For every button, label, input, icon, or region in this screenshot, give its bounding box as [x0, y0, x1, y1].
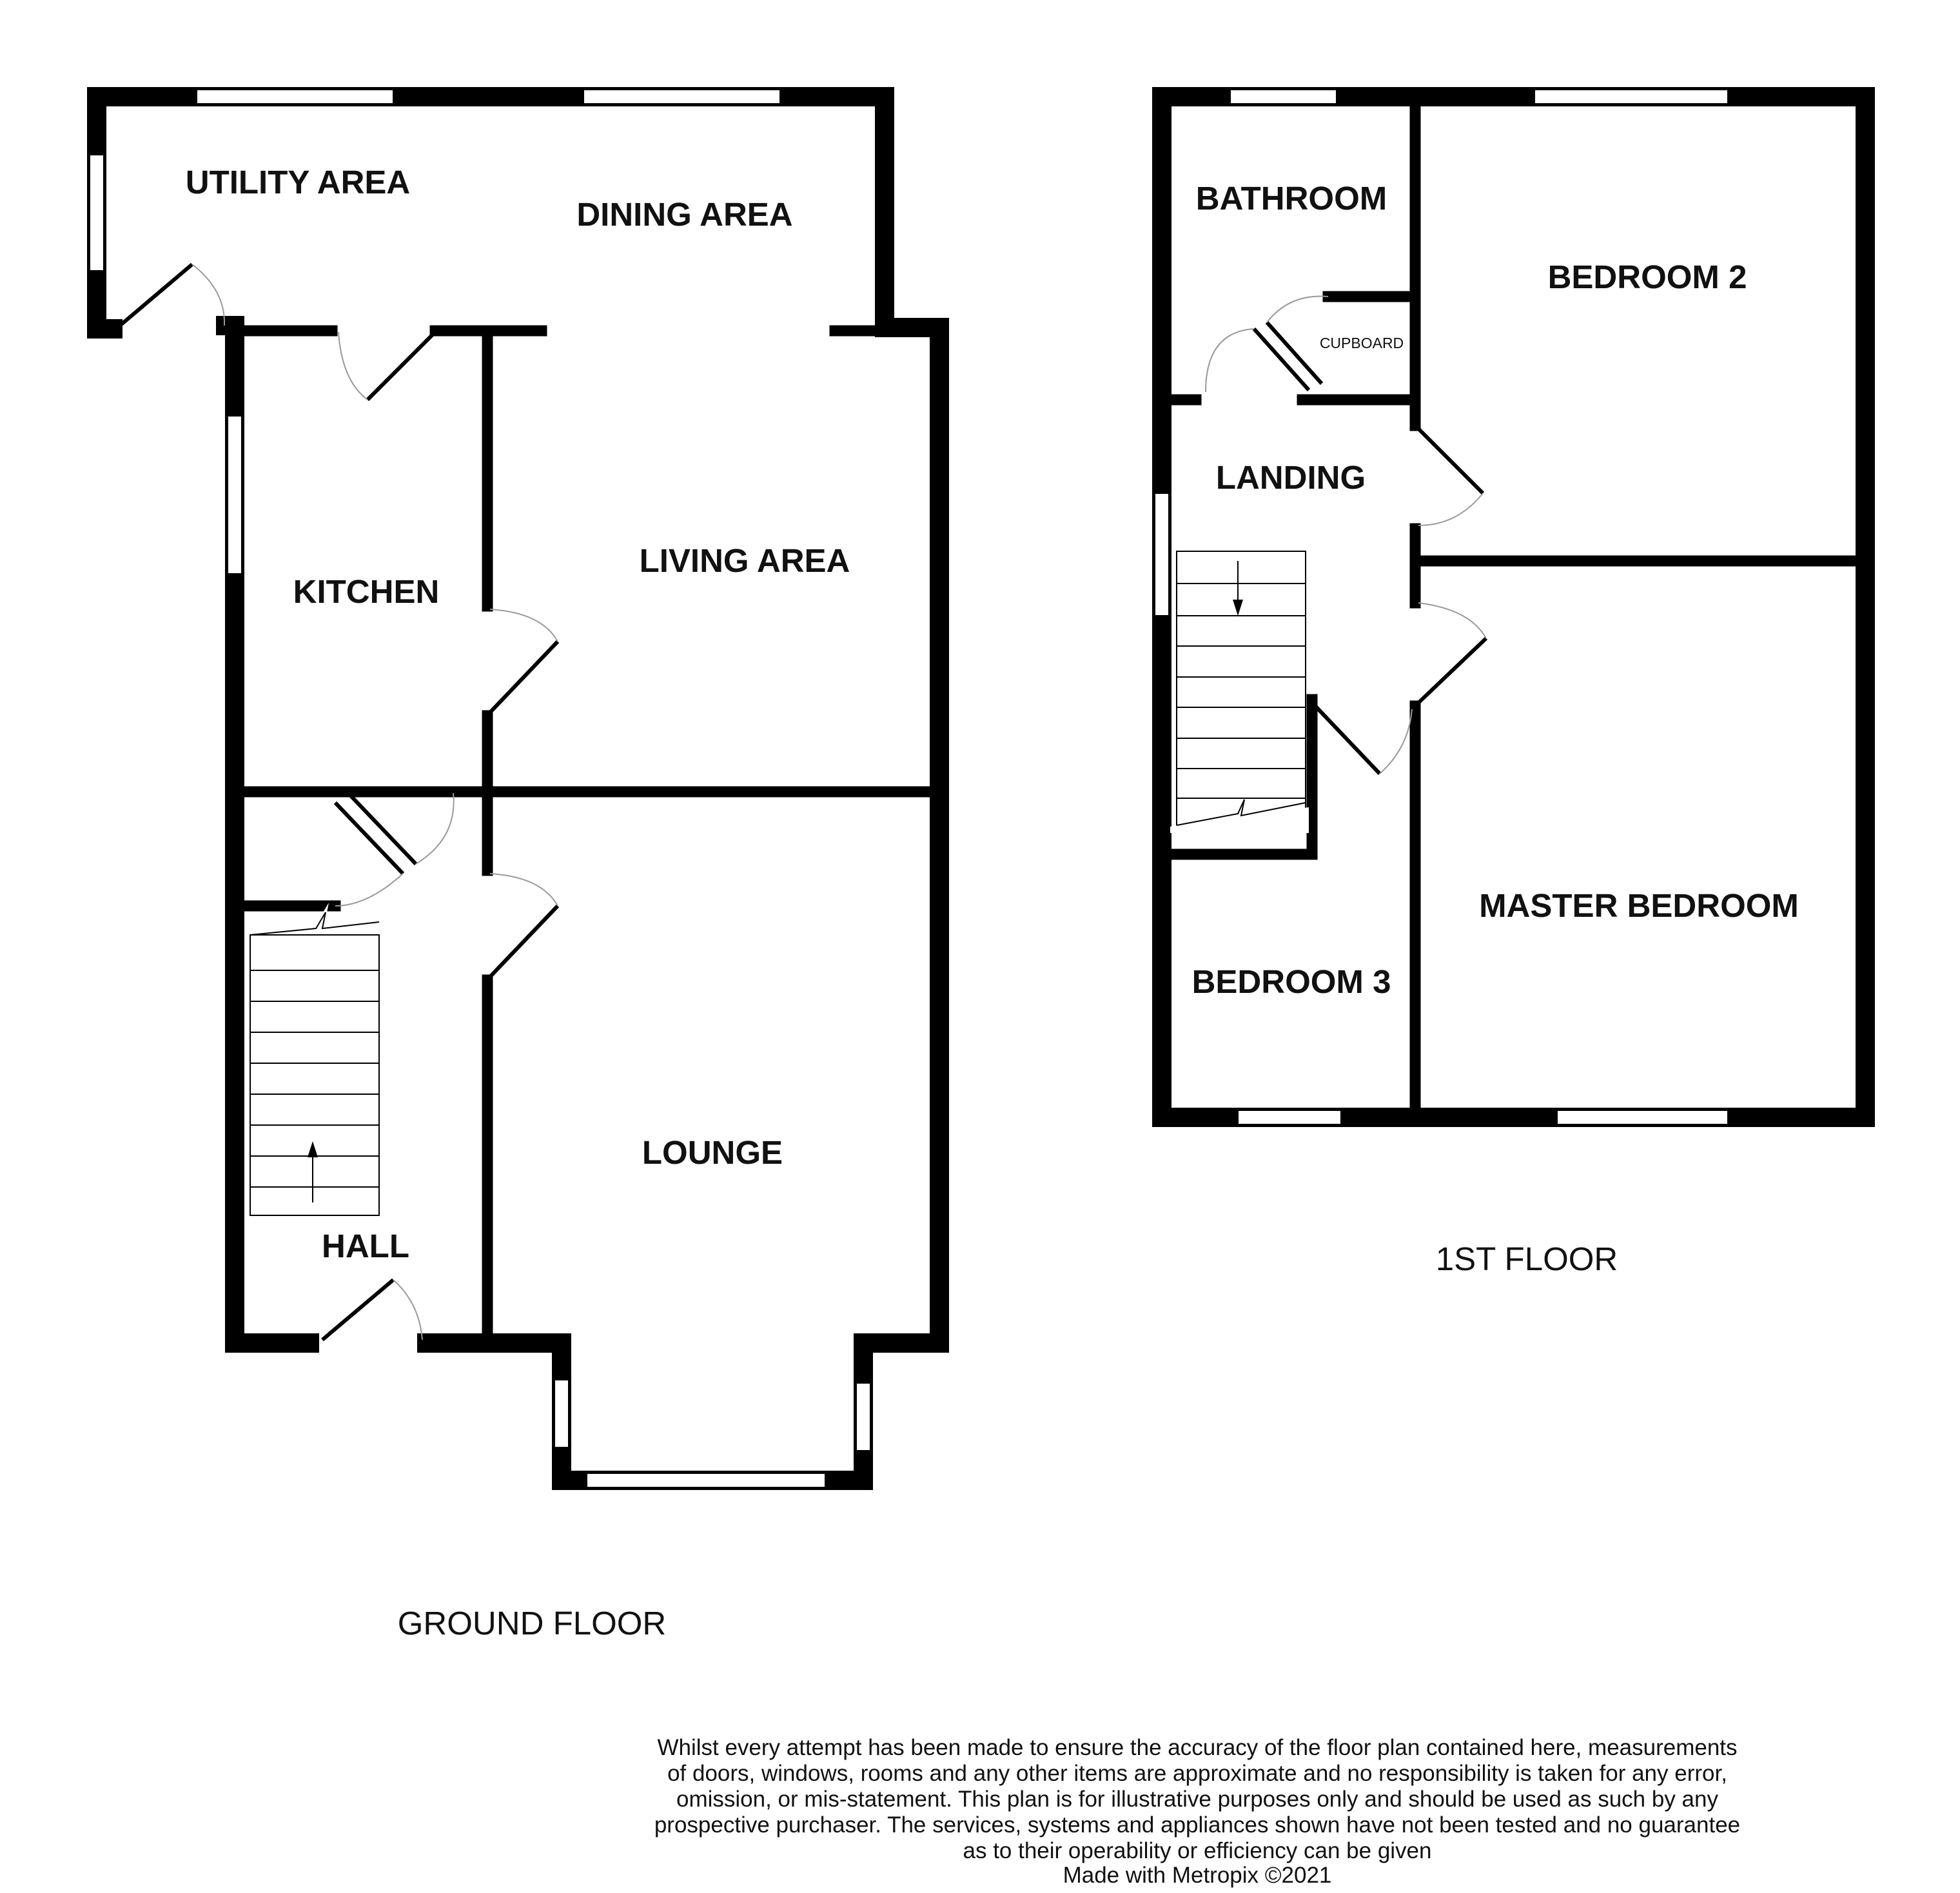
window [1155, 493, 1169, 616]
room-label-bathroom: BATHROOM [1195, 180, 1387, 217]
room-label-lounge: LOUNGE [642, 1134, 783, 1171]
floor-title-ground: GROUND FLOOR [397, 1605, 667, 1642]
disclaimer [654, 1735, 1740, 1888]
first-floor-stairs [1170, 551, 1309, 833]
ground-floor-stairs [250, 903, 379, 1215]
room-label-dining: DINING AREA [576, 196, 793, 233]
window [583, 90, 780, 104]
room-label-hall: HALL [322, 1228, 409, 1264]
disclaimer-credit: Made with Metropix ©2021 [1063, 1863, 1332, 1888]
window [554, 1380, 569, 1447]
window [1230, 90, 1337, 104]
window [197, 90, 393, 104]
window [1534, 90, 1728, 104]
disclaimer-line: of doors, windows, rooms and any other items are approximate and no responsibility is taken for any error, [667, 1761, 1727, 1786]
window [1238, 1110, 1341, 1124]
room-label-master-bedroom: MASTER BEDROOM [1479, 887, 1799, 924]
room-label-cupboard: CUPBOARD [1319, 335, 1404, 351]
window [856, 1383, 870, 1451]
room-label-kitchen: KITCHEN [293, 573, 440, 610]
disclaimer-line: as to their operability or efficiency can be given [963, 1838, 1432, 1863]
window [587, 1473, 825, 1487]
first-floor-plan [1155, 90, 1865, 1277]
window [90, 155, 104, 271]
disclaimer-line: omission, or mis-statement. This plan is for illustrative purposes only and should be used as such by any [676, 1787, 1718, 1812]
disclaimer-line: prospective purchaser. The services, systems and appliances shown have not been tested and no guarantee [654, 1812, 1741, 1838]
window [1557, 1110, 1728, 1124]
room-label-bedroom-2: BEDROOM 2 [1547, 259, 1747, 295]
room-label-bedroom-3: BEDROOM 3 [1191, 963, 1391, 1000]
floor-title-first: 1ST FLOOR [1435, 1241, 1618, 1277]
room-label-living: LIVING AREA [639, 542, 850, 579]
disclaimer-line: Whilst every attempt has been made to ensure the accuracy of the floor plan contained here, measurements [657, 1735, 1738, 1760]
window [228, 416, 242, 574]
room-label-utility: UTILITY AREA [185, 164, 411, 201]
ground-floor-plan [90, 90, 939, 1642]
room-label-landing: LANDING [1215, 459, 1366, 496]
